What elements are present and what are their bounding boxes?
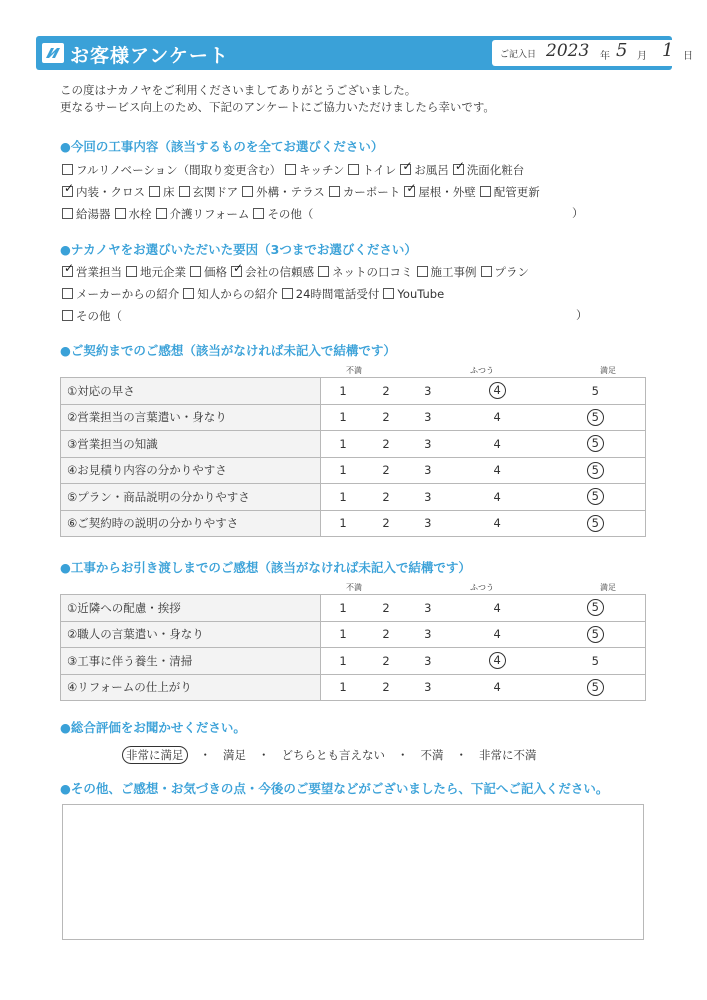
rating-row (61, 378, 646, 405)
rating-value: 3 (424, 463, 432, 478)
checkbox-label: 玄関ドア (192, 185, 239, 199)
checkbox-unchecked[interactable] (253, 208, 264, 219)
rating-value: 2 (382, 680, 390, 695)
checkbox-label: ネットの口コミ (332, 265, 413, 279)
rating-value: 1 (339, 627, 347, 642)
checkbox-checked[interactable] (453, 164, 464, 175)
rating-value: 4 (493, 516, 501, 531)
checkbox-unchecked[interactable] (156, 208, 167, 219)
construction-rating-table (60, 594, 646, 701)
rating-option[interactable] (546, 510, 646, 537)
option-separator: ・ (258, 748, 270, 762)
rating-value: 2 (382, 383, 390, 398)
rating-value-selected: 5 (587, 679, 604, 696)
checkbox-option[interactable] (480, 184, 540, 200)
checkbox-row (62, 286, 448, 302)
rating-option[interactable] (407, 404, 449, 431)
rating-value: 1 (339, 680, 347, 695)
rating-value: 1 (339, 383, 347, 398)
checkbox-option[interactable] (62, 286, 179, 302)
scale-low-label-2: 不満 (346, 583, 362, 592)
checkbox-row (62, 206, 317, 222)
rating-option[interactable] (407, 457, 449, 484)
checkbox-option[interactable] (62, 206, 111, 222)
checkbox-unchecked[interactable] (480, 186, 491, 197)
rating-value-selected: 5 (587, 626, 604, 643)
rating-value: 1 (339, 516, 347, 531)
rating-question: ②職人の言葉遣い・身なり (61, 621, 321, 648)
rating-value: 5 (591, 383, 599, 398)
date-month-value: 5 (616, 40, 628, 61)
rating-option[interactable] (449, 484, 546, 511)
rating-question: ③工事に伴う養生・清掃 (61, 648, 321, 675)
rating-option[interactable] (546, 648, 646, 675)
rating-option[interactable] (321, 674, 366, 701)
month-unit: 月 (637, 51, 647, 62)
rating-question: ②営業担当の言葉遣い・身なり (61, 404, 321, 431)
section-work-content-title: ●今回の工事内容（該当するものを全てお選びください） (60, 139, 384, 154)
checkbox-option[interactable] (318, 264, 413, 280)
rating-question: ④リフォームの仕上がり (61, 674, 321, 701)
intro-line-2: 更なるサービス向上のため、下記のアンケートにご協力いただけましたら幸いです。 (60, 100, 495, 114)
checkbox-option[interactable] (62, 308, 122, 324)
checkbox-option[interactable] (190, 264, 227, 280)
rating-option[interactable] (546, 595, 646, 622)
rating-value: 4 (493, 627, 501, 642)
checkbox-label: フルリノベーション（間取り変更含む） (76, 163, 282, 177)
rating-option[interactable] (407, 595, 449, 622)
scale-mid-label-2: ふつう (470, 583, 494, 592)
rating-value: 1 (339, 600, 347, 615)
checkbox-label: 配管更新 (493, 185, 540, 199)
rating-value: 5 (591, 653, 599, 668)
rating-option[interactable] (321, 431, 366, 458)
rating-option[interactable] (321, 510, 366, 537)
rating-option[interactable] (407, 431, 449, 458)
checkbox-label: 床 (163, 185, 175, 199)
intro-line-1: この度はナカノヤをご利用くださいましてありがとうございました。 (60, 83, 417, 97)
rating-option[interactable] (321, 484, 366, 511)
rating-option[interactable] (546, 621, 646, 648)
rating-option[interactable] (449, 431, 546, 458)
rating-option[interactable] (365, 404, 407, 431)
overall-option[interactable]: 満足 (223, 748, 246, 762)
checkbox-option[interactable] (348, 162, 396, 178)
checkbox-checked[interactable] (231, 266, 242, 277)
rating-question: ①対応の早さ (61, 378, 321, 405)
checkbox-label: カーポート (342, 185, 401, 199)
checkbox-unchecked[interactable] (383, 288, 394, 299)
checkbox-label: 営業担当 (76, 265, 122, 279)
checkbox-option[interactable] (285, 162, 344, 178)
section-construction-title: ●工事からお引き渡しまでのご感想（該当がなければ未記入で結構です） (60, 560, 471, 575)
checkbox-option[interactable] (417, 264, 477, 280)
checkbox-unchecked[interactable] (329, 186, 340, 197)
rating-option[interactable] (321, 648, 366, 675)
checkbox-unchecked[interactable] (115, 208, 126, 219)
overall-option-selected[interactable]: 非常に満足 (122, 746, 188, 764)
rating-value: 2 (382, 627, 390, 642)
rating-option[interactable] (365, 431, 407, 458)
checkbox-checked[interactable] (62, 266, 73, 277)
scale-high-label-2: 満足 (600, 583, 616, 592)
checkbox-unchecked[interactable] (179, 186, 190, 197)
checkbox-unchecked[interactable] (190, 266, 201, 277)
reason-other-close: ） (576, 308, 588, 322)
checkbox-unchecked[interactable] (282, 288, 293, 299)
contract-rating-table (60, 377, 646, 537)
comments-textarea[interactable] (62, 804, 644, 940)
date-year-value: 2023 (546, 41, 590, 61)
checkbox-label: 屋根・外壁 (418, 185, 476, 199)
rating-row (61, 674, 646, 701)
rating-option[interactable] (407, 378, 449, 405)
rating-value: 1 (339, 489, 347, 504)
rating-option[interactable] (321, 595, 366, 622)
checkbox-label: 施工事例 (430, 265, 477, 279)
rating-row (61, 621, 646, 648)
rating-row (61, 595, 646, 622)
checkbox-option[interactable] (231, 264, 314, 280)
rating-row (61, 648, 646, 675)
rating-option[interactable] (546, 404, 646, 431)
checkbox-unchecked[interactable] (62, 288, 73, 299)
checkbox-label: キッチン (299, 163, 345, 177)
rating-value: 2 (382, 600, 390, 615)
rating-value: 2 (382, 463, 390, 478)
checkbox-option[interactable] (183, 286, 278, 302)
rating-value: 3 (424, 627, 432, 642)
section-comments-title: ●その他、ご感想・お気づきの点・今後のご要望などがございましたら、下記へご記入ください。 (60, 781, 609, 796)
rating-option[interactable] (449, 510, 546, 537)
checkbox-option[interactable] (149, 184, 175, 200)
scale-high-label: 満足 (600, 366, 616, 375)
checkbox-option[interactable] (62, 184, 145, 200)
rating-row (61, 404, 646, 431)
rating-option[interactable] (449, 621, 546, 648)
rating-option[interactable] (546, 457, 646, 484)
overall-option[interactable]: 非常に不満 (479, 748, 537, 762)
checkbox-label: 知人からの紹介 (197, 287, 278, 301)
scale-mid-label: ふつう (470, 366, 494, 375)
rating-value: 4 (493, 489, 501, 504)
rating-value: 3 (424, 436, 432, 451)
rating-question: ④お見積り内容の分かりやすさ (61, 457, 321, 484)
rating-value: 3 (424, 600, 432, 615)
rating-option[interactable] (321, 404, 366, 431)
rating-question: ①近隣への配慮・挨拶 (61, 595, 321, 622)
checkbox-unchecked[interactable] (318, 266, 329, 277)
rating-option[interactable] (449, 674, 546, 701)
intro-text (60, 82, 495, 116)
rating-option[interactable] (321, 457, 366, 484)
rating-value: 4 (493, 463, 501, 478)
rating-value-selected: 5 (587, 409, 604, 426)
rating-option[interactable] (365, 595, 407, 622)
rating-value-selected: 5 (587, 462, 604, 479)
rating-option[interactable] (546, 674, 646, 701)
rating-option[interactable] (546, 378, 646, 405)
page-title: お客様アンケート (70, 45, 229, 67)
work-other-close: ） (572, 206, 584, 220)
section-contract-title: ●ご契約までのご感想（該当がなければ未記入で結構です） (60, 343, 396, 358)
checkbox-checked[interactable] (404, 186, 415, 197)
checkbox-unchecked[interactable] (242, 186, 253, 197)
overall-option[interactable]: どちらとも言えない (281, 748, 385, 762)
rating-row (61, 457, 646, 484)
rating-option[interactable] (365, 621, 407, 648)
year-unit: 年 (600, 51, 610, 62)
rating-option[interactable] (365, 484, 407, 511)
checkbox-label: メーカーからの紹介 (76, 287, 180, 301)
checkbox-row (62, 184, 544, 200)
rating-option[interactable] (449, 404, 546, 431)
rating-option[interactable] (407, 648, 449, 675)
checkbox-option[interactable] (282, 286, 380, 302)
checkbox-option[interactable] (453, 162, 525, 178)
checkbox-option[interactable] (253, 206, 313, 222)
rating-value: 1 (339, 653, 347, 668)
rating-value-selected: 5 (587, 435, 604, 452)
checkbox-option[interactable] (481, 264, 530, 280)
rating-value: 4 (493, 680, 501, 695)
rating-option[interactable] (546, 431, 646, 458)
rating-option[interactable] (407, 674, 449, 701)
checkbox-option[interactable] (404, 184, 476, 200)
overall-option[interactable]: 不満 (420, 748, 444, 762)
rating-value-selected: 5 (587, 488, 604, 505)
rating-option[interactable] (321, 621, 366, 648)
rating-option[interactable] (449, 595, 546, 622)
checkbox-unchecked[interactable] (149, 186, 160, 197)
rating-value: 2 (382, 410, 390, 425)
checkbox-unchecked[interactable] (348, 164, 359, 175)
rating-option[interactable] (407, 621, 449, 648)
option-separator: ・ (199, 748, 211, 762)
rating-value: 2 (382, 436, 390, 451)
checkbox-unchecked[interactable] (62, 208, 73, 219)
checkbox-checked[interactable] (62, 186, 73, 197)
date-field[interactable] (492, 40, 704, 66)
checkbox-label: お風呂 (414, 163, 449, 177)
rating-option[interactable] (321, 378, 366, 405)
checkbox-label: 水栓 (128, 207, 152, 221)
rating-value-selected: 4 (489, 652, 506, 669)
checkbox-checked[interactable] (400, 164, 411, 175)
checkbox-label: 介護リフォーム (169, 207, 250, 221)
checkbox-label: 会社の信頼感 (245, 265, 314, 279)
checkbox-label: 24時間電話受付 (295, 287, 380, 301)
checkbox-option[interactable] (179, 184, 239, 200)
checkbox-label: プラン (494, 265, 529, 279)
checkbox-option[interactable] (115, 206, 152, 222)
checkbox-row (62, 308, 126, 324)
scale-low-label: 不満 (346, 366, 362, 375)
rating-question: ⑤プラン・商品説明の分かりやすさ (61, 484, 321, 511)
rating-option[interactable] (365, 648, 407, 675)
rating-value: 2 (382, 489, 390, 504)
checkbox-label: その他（ (76, 309, 122, 323)
overall-rating-options (122, 746, 549, 764)
header-bar (36, 36, 693, 70)
rating-option[interactable] (407, 484, 449, 511)
rating-value: 1 (339, 463, 347, 478)
checkbox-label: YouTube (397, 287, 445, 301)
date-label: ご記入日 (500, 50, 537, 60)
checkbox-unchecked[interactable] (417, 266, 428, 277)
nakanoya-logo-icon (42, 43, 64, 63)
checkbox-option[interactable] (242, 184, 325, 200)
checkbox-option[interactable] (126, 264, 186, 280)
rating-value: 4 (493, 600, 501, 615)
rating-value: 4 (493, 410, 501, 425)
rating-option[interactable] (365, 510, 407, 537)
rating-value: 3 (424, 489, 432, 504)
checkbox-label: 外構・テラス (256, 185, 325, 199)
checkbox-label: 地元企業 (140, 265, 186, 279)
rating-option[interactable] (449, 648, 546, 675)
checkbox-unchecked[interactable] (62, 310, 73, 321)
day-unit: 日 (683, 51, 693, 62)
rating-option[interactable] (365, 378, 407, 405)
checkbox-option[interactable] (62, 162, 281, 178)
checkbox-unchecked[interactable] (126, 266, 137, 277)
option-separator: ・ (455, 748, 467, 762)
rating-value: 4 (493, 436, 501, 451)
rating-value-selected: 5 (587, 515, 604, 532)
rating-value-selected: 5 (587, 599, 604, 616)
checkbox-row (62, 162, 528, 178)
checkbox-label: 価格 (204, 265, 227, 279)
rating-option[interactable] (449, 457, 546, 484)
rating-option[interactable] (365, 457, 407, 484)
rating-value: 2 (382, 653, 390, 668)
rating-value-selected: 4 (489, 382, 506, 399)
checkbox-option[interactable] (383, 287, 444, 301)
checkbox-option[interactable] (62, 264, 122, 280)
checkbox-option[interactable] (400, 162, 449, 178)
rating-value: 2 (382, 516, 390, 531)
checkbox-option[interactable] (329, 184, 401, 200)
checkbox-label: トイレ (362, 163, 397, 177)
option-separator: ・ (397, 748, 409, 762)
rating-row (61, 431, 646, 458)
rating-value: 3 (424, 653, 432, 668)
rating-row (61, 484, 646, 511)
checkbox-label: 内装・クロス (76, 185, 145, 199)
rating-value: 3 (424, 410, 432, 425)
rating-option[interactable] (449, 378, 546, 405)
checkbox-label: 給湯器 (76, 207, 111, 221)
rating-value: 1 (339, 410, 347, 425)
rating-value: 3 (424, 516, 432, 531)
checkbox-unchecked[interactable] (481, 266, 492, 277)
checkbox-unchecked[interactable] (183, 288, 194, 299)
checkbox-row (62, 264, 533, 280)
section-overall-title: ●総合評価をお聞かせください。 (60, 720, 246, 735)
rating-value: 1 (339, 436, 347, 451)
date-day-value: 1 (662, 40, 674, 61)
rating-option[interactable] (365, 674, 407, 701)
rating-question: ③営業担当の知識 (61, 431, 321, 458)
checkbox-label: 洗面化粧台 (466, 163, 525, 177)
rating-option[interactable] (407, 510, 449, 537)
checkbox-label: その他（ (267, 207, 314, 221)
rating-row (61, 510, 646, 537)
checkbox-unchecked[interactable] (62, 164, 73, 175)
rating-value: 3 (424, 383, 432, 398)
checkbox-option[interactable] (156, 206, 250, 222)
rating-value: 3 (424, 680, 432, 695)
rating-question: ⑥ご契約時の説明の分かりやすさ (61, 510, 321, 537)
checkbox-unchecked[interactable] (285, 164, 296, 175)
section-reason-title: ●ナカノヤをお選びいただいた要因（3つまでお選びください） (60, 242, 417, 257)
rating-option[interactable] (546, 484, 646, 511)
